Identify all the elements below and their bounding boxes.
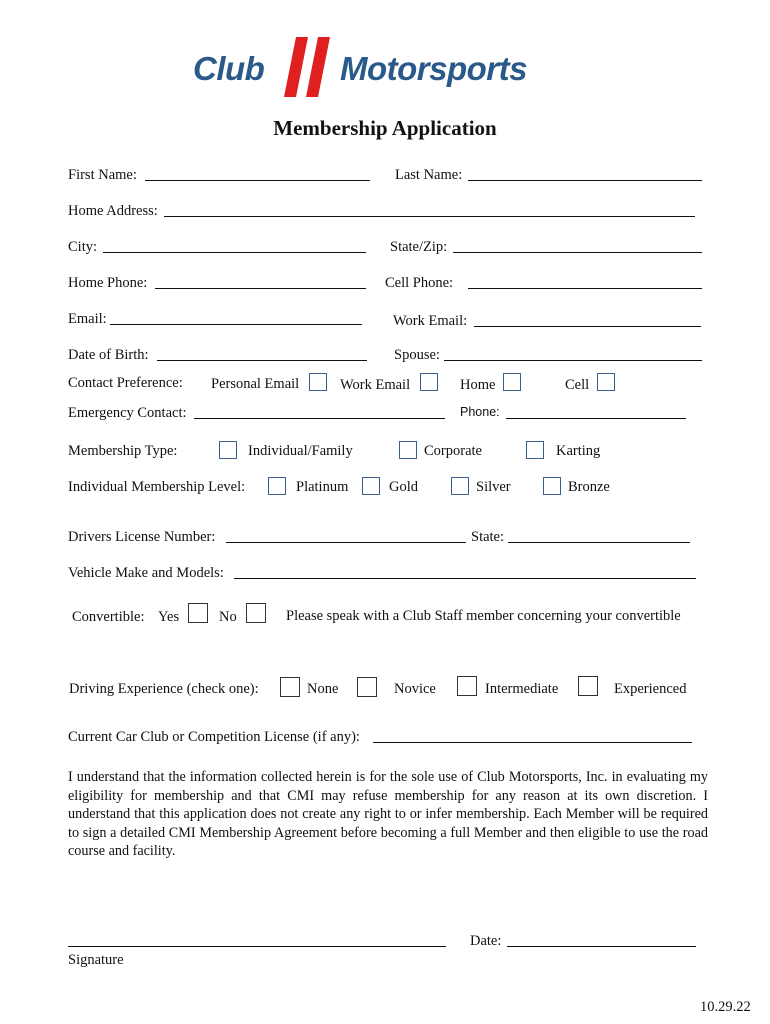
experience-label: Driving Experience (check one): [69,681,259,697]
level-option: Platinum [296,479,349,495]
last-name-label: Last Name: [395,167,463,183]
contact-option-label: Home [460,377,496,393]
cell-phone-field[interactable] [468,288,702,289]
last-name-field[interactable] [468,180,702,181]
experience-option: None [307,681,339,697]
membership-level-label: Individual Membership Level: [68,479,246,495]
form-version: 10.29.22 [700,999,751,1015]
date-field[interactable] [507,946,696,947]
state-zip-field[interactable] [453,252,702,253]
home-phone-label: Home Phone: [68,275,148,291]
emergency-phone-field[interactable] [506,418,686,419]
logo-right-word: Motorsports [340,50,527,87]
experience-novice-checkbox[interactable] [357,677,377,697]
email-label: Email: [68,311,107,327]
license-label: Drivers License Number: [68,529,216,545]
home-address-label: Home Address: [68,203,158,219]
cell-phone-label: Cell Phone: [385,275,454,291]
contact-work-email-checkbox[interactable] [420,373,438,391]
dob-label: Date of Birth: [68,347,149,363]
experience-none-checkbox[interactable] [280,677,300,697]
level-option: Silver [476,479,511,495]
experience-option: Intermediate [485,681,559,697]
date-label: Date: [470,933,502,949]
convertible-yes-checkbox[interactable] [188,603,208,623]
contact-option-label: Work Email [340,377,411,393]
emergency-contact-label: Emergency Contact: [68,405,187,421]
dob-field[interactable] [157,360,367,361]
work-email-field[interactable] [474,326,701,327]
home-phone-field[interactable] [155,288,366,289]
club-license-label: Current Car Club or Competition License (if any): [68,729,360,745]
membership-karting-checkbox[interactable] [526,441,544,459]
state-zip-label: State/Zip: [390,239,448,255]
signature-field[interactable] [68,946,446,947]
city-field[interactable] [103,252,366,253]
first-name-label: First Name: [68,167,137,183]
convertible-note: Please speak with a Club Staff member concerning your convertible [286,608,681,624]
club-license-field[interactable] [373,742,692,743]
contact-cell-checkbox[interactable] [597,373,615,391]
membership-type-option: Corporate [424,443,482,459]
level-option: Gold [389,479,418,495]
convertible-no-label: No [219,609,237,625]
convertible-no-checkbox[interactable] [246,603,266,623]
level-bronze-checkbox[interactable] [543,477,561,495]
email-field[interactable] [110,324,362,325]
signature-label: Signature [68,952,124,968]
emergency-contact-field[interactable] [194,418,445,419]
spouse-field[interactable] [444,360,702,361]
page-title: Membership Application [273,116,497,140]
city-label: City: [68,239,98,255]
work-email-label: Work Email: [393,313,468,329]
logo-left-word: Club [193,50,265,87]
level-silver-checkbox[interactable] [451,477,469,495]
membership-corporate-checkbox[interactable] [399,441,417,459]
convertible-yes-label: Yes [158,609,180,625]
vehicle-label: Vehicle Make and Models: [68,565,224,581]
license-state-field[interactable] [508,542,690,543]
disclaimer-paragraph: I understand that the information collected herein is for the sole use of Club Motorsports, Inc. in evaluating my eligibility for membership and that CMI may refuse membership for any reason at its own discretion. I understand that this application does not create any right to or infer membership. Each Member will be required to sign a detailed CMI Membership Agreement before becoming a full Member and then eligible to use the road course and facility. [68,769,708,859]
logo-slash-mark-icon [282,35,340,99]
contact-option-label: Personal Email [211,376,300,392]
level-gold-checkbox[interactable] [362,477,380,495]
license-field[interactable] [226,542,466,543]
spouse-label: Spouse: [394,347,440,363]
convertible-label: Convertible: [72,609,145,625]
contact-personal-email-checkbox[interactable] [309,373,327,391]
experience-option: Novice [394,681,436,697]
experience-option: Experienced [614,681,687,697]
experience-experienced-checkbox[interactable] [578,676,598,696]
first-name-field[interactable] [145,180,370,181]
contact-option-label: Cell [565,377,590,393]
experience-intermediate-checkbox[interactable] [457,676,477,696]
contact-preference-label: Contact Preference: [68,375,183,391]
contact-home-checkbox[interactable] [503,373,521,391]
home-address-field[interactable] [164,216,695,217]
vehicle-field[interactable] [234,578,696,579]
membership-type-option: Individual/Family [248,443,353,459]
membership-individual-checkbox[interactable] [219,441,237,459]
emergency-phone-label: Phone: [460,405,500,419]
level-option: Bronze [568,479,610,495]
license-state-label: State: [471,529,505,545]
membership-type-label: Membership Type: [68,443,178,459]
level-platinum-checkbox[interactable] [268,477,286,495]
membership-type-option: Karting [556,443,601,459]
